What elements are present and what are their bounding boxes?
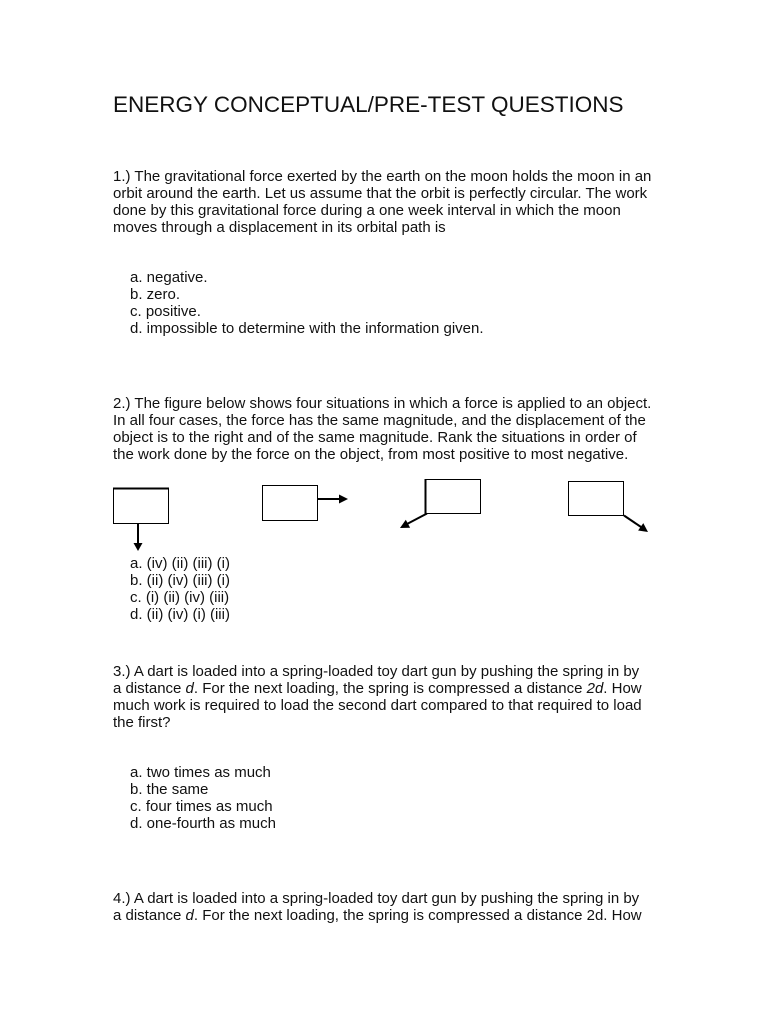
answer-option: a. negative. — [130, 268, 208, 286]
situation-1-diagram — [113, 489, 169, 552]
question-2-text — [113, 395, 651, 464]
text-segment: a distance — [113, 906, 186, 924]
question-1-options — [130, 269, 484, 338]
question-3-text — [113, 663, 642, 732]
question-text-line: the first? — [113, 714, 171, 732]
answer-option: c. (i) (ii) (iv) (iii) — [130, 589, 230, 606]
text-segment: . How — [603, 679, 642, 697]
text-segment: a distance — [113, 679, 186, 697]
answer-option: a. two times as much — [130, 763, 271, 781]
question-text-line: 1.) The gravitational force exerted by the earth on the moon holds the moon in an — [113, 167, 652, 185]
text-segment: . For the next loading, the spring is compressed a distance — [193, 679, 587, 697]
situation-3-diagram — [400, 479, 481, 528]
question-text-line: In all four cases, the force has the same magnitude, and the displacement of the — [113, 411, 646, 429]
question-4-text — [113, 890, 642, 924]
page-title: ENERGY CONCEPTUAL/PRE-TEST QUESTIONS — [113, 92, 624, 117]
question-text-line: much work is required to load the second dart compared to that required to load — [113, 697, 642, 714]
variable-d: d — [185, 906, 194, 924]
question-3-options — [130, 764, 276, 833]
question-text-line: the work done by the force on the object, from most positive to most negative. — [113, 446, 629, 464]
question-text-line: moves through a displacement in its orbital path is — [113, 219, 446, 237]
situation-2-force-arrowhead — [339, 495, 348, 504]
answer-option: b. (ii) (iv) (iii) (i) — [130, 571, 230, 589]
force-situations-figure — [0, 470, 768, 560]
situation-1-force-arrowhead — [134, 543, 143, 551]
situation-1-object-box — [114, 489, 169, 524]
question-text-line: orbit around the earth. Let us assume that the orbit is perfectly circular. The work — [113, 184, 648, 202]
question-text-line: 4.) A dart is loaded into a spring-loaded toy dart gun by pushing the spring in by — [113, 889, 640, 907]
answer-option: b. zero. — [130, 285, 181, 303]
situation-3-force-arrow-shaft — [407, 514, 427, 525]
text-segment: . For the next loading, the spring is compressed a distance 2d. How — [193, 906, 642, 924]
situation-4-object-box — [569, 482, 624, 516]
question-text-line: done by this gravitational force during a one week interval in which the moon — [113, 201, 621, 219]
situation-4-force-arrowhead — [638, 523, 648, 532]
question-text-line: 2.) The figure below shows four situations in which a force is applied to an object. — [113, 394, 652, 412]
situation-4-force-arrow-shaft — [624, 516, 641, 528]
answer-option: b. the same — [130, 780, 209, 798]
question-1-text — [113, 168, 651, 237]
situation-2-diagram — [263, 486, 349, 521]
answer-option: c. positive. — [130, 303, 201, 320]
question-text-line — [113, 680, 642, 697]
situation-4-diagram — [569, 482, 649, 533]
question-text-line — [113, 907, 642, 924]
answer-option: a. (iv) (ii) (iii) (i) — [130, 554, 230, 572]
question-text-line: 3.) A dart is loaded into a spring-loaded toy dart gun by pushing the spring in by — [113, 662, 640, 680]
situation-2-object-box — [263, 486, 318, 521]
answer-option: c. four times as much — [130, 798, 273, 815]
answer-option: d. (ii) (iv) (i) (iii) — [130, 606, 230, 624]
question-2-options — [130, 555, 230, 624]
variable-2d: 2d — [586, 679, 604, 697]
variable-d: d — [185, 679, 194, 697]
situation-3-object-box — [426, 480, 481, 514]
question-text-line: object is to the right and of the same magnitude. Rank the situations in order of — [113, 429, 637, 446]
answer-option: d. impossible to determine with the information given. — [130, 320, 484, 338]
answer-option: d. one-fourth as much — [130, 815, 276, 833]
